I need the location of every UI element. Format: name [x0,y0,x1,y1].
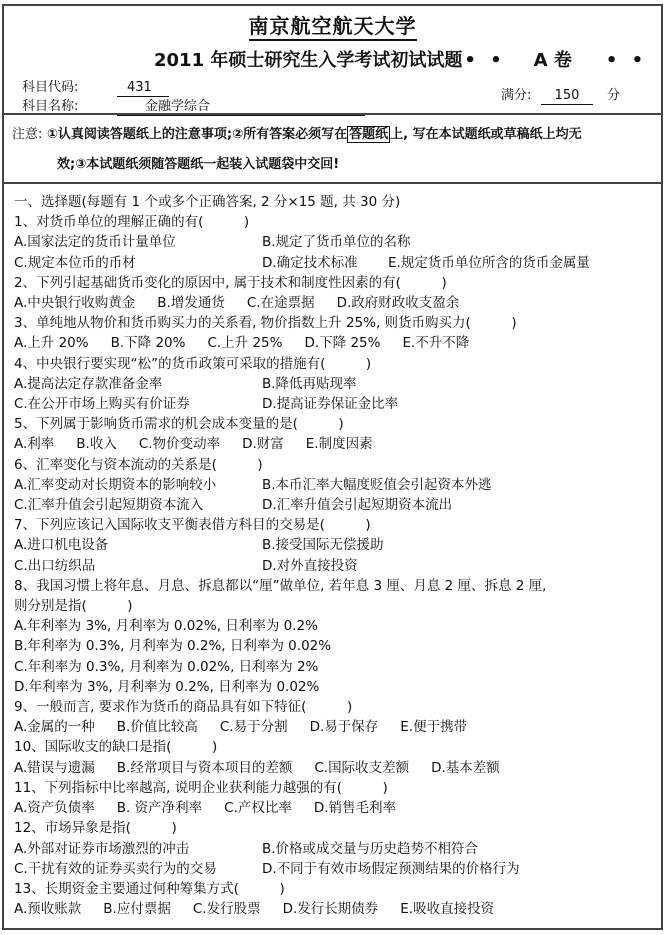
option-row [14,232,654,252]
option-c: C.在公开市场上购买有价证券 [14,396,190,413]
question-stem: 4、中央银行要实现“松”的货币政策可采取的措施有( ) [14,355,372,372]
question-11 [14,778,654,818]
option-d: D.财富 [242,436,284,453]
option-c: C.规定本位币的币材 [14,254,136,271]
option-a: A.国家法定的货币计量单位 [14,234,176,251]
option-c: C.在途票据 [246,295,315,312]
option-a: A.年利率为 3%, 月利率为 0.02%, 日利率为 0.2% [14,618,318,635]
option-d: D.提高证券保证金比率 [262,396,399,413]
option-row [14,293,654,313]
question-stem: 1、对货币单位的理解正确的有( ) [14,214,250,231]
option-d: D.对外直接投资 [262,557,358,574]
question-9 [14,697,654,737]
option-row [14,333,654,353]
option-row [14,839,654,859]
option-row [14,798,654,818]
option-row [14,717,654,737]
option-d: D.发行长期债券 [282,901,379,918]
option-e: E.制度因素 [305,436,373,453]
divider-bottom [4,182,661,184]
option-d: D.政府财政收支盈余 [336,295,460,312]
question-3 [14,313,654,353]
option-row [14,394,654,414]
dots-decoration: • • [464,50,506,71]
option-c: C.年利率为 0.3%, 月利率为 0.02%, 日利率为 2% [14,658,319,675]
exam-page [2,4,663,930]
option-b: B.价格或成交量与历史趋势不相符合 [262,840,479,857]
exam-title [154,46,647,72]
notice-boxed-text: 答题纸 [349,127,389,142]
option-a: A.金属的一种 [14,719,95,736]
question-12 [14,818,654,879]
option-c: C.干扰有效的证券买卖行为的交易 [14,860,217,877]
university-title [4,10,661,39]
university-name: 南京航空航天大学 [249,14,417,41]
option-d: D.不同于有效市场假定预测结果的价格行为 [262,860,520,877]
notice-text-b: 上, 写在本试题纸或草稿纸上均无 [390,127,582,142]
option-b: B.本币汇率大幅度贬值会引起资本外逃 [262,476,492,493]
question-stem-continued: 则分别是指( ) [14,598,133,615]
option-a: A.错误与遗漏 [14,759,95,776]
option-row [14,374,654,394]
option-c: C.产权比率 [224,800,292,817]
option-c: C.物价变动率 [138,436,221,453]
question-stem: 11、下列指标中比率越高, 说明企业获利能力越强的有( ) [14,779,388,796]
question-stem: 2、下列引起基础货币变化的原因中, 属于技术和制度性因素的有( ) [14,274,447,291]
option-b: B.经常项目与资本项目的差额 [116,759,293,776]
option-a: A.上升 20% [14,335,89,352]
option-c: C.上升 25% [207,335,283,352]
option-row [14,677,654,697]
option-e: E.规定货币单位所含的货币金属量 [388,254,590,271]
full-score-unit: 分 [607,88,621,103]
section-title: 一、选择题(每题有 1 个或多个正确答案, 2 分×15 题, 共 30 分) [14,194,401,210]
question-6 [14,455,654,516]
notice-block [12,120,652,180]
option-e: E.便于携带 [400,719,468,736]
option-b: B.规定了货币单位的名称 [262,234,411,251]
option-d: D.下降 25% [304,335,381,352]
subject-code-label: 科目代码: [22,80,79,95]
notice-text-a: ①认真阅读答题纸上的注意事项;②所有答案必须写在 [46,127,348,142]
question-13 [14,879,654,919]
question-10 [14,737,654,777]
subject-name-label: 科目名称: [22,99,79,114]
option-b: B.下降 20% [110,335,186,352]
option-e: E.不升不降 [402,335,470,352]
notice-line-1 [12,120,652,150]
option-b: B.年利率为 0.3%, 月利率为 0.2%, 日利率为 0.02% [14,638,332,655]
option-row [14,859,654,879]
option-c: C.国际收支差额 [314,759,410,776]
subject-code-row [22,76,169,97]
question-stem: 8、我国习惯上将年息、月息、拆息都以“厘”做单位, 若年息 3 厘、月息 2 厘、拆息 2 厘, [14,577,547,594]
option-c: C.出口纺织品 [14,557,96,574]
dots-decoration-right: • • [605,50,648,71]
question-stem: 7、下列应该记入国际收支平衡表借方科目的交易是( ) [14,517,371,534]
question-stem: 5、下列属于影响货币需求的机会成本变量的是( ) [14,416,344,433]
question-stem: 6、汇率变化与资本流动的关系是( ) [14,456,263,473]
question-stem: 10、国际收支的缺口是指( ) [14,739,218,756]
exam-title-text: 2011 年硕士研究生入学考试初试试题 [154,50,463,71]
question-5 [14,414,654,454]
subject-name-value: 金融学综合 [117,99,365,116]
option-d: D.基本差额 [431,759,500,776]
full-score-label: 满分: [501,88,532,103]
option-row [14,899,654,919]
option-a: A.汇率变动对长期资本的影响较小 [14,476,217,493]
question-2 [14,273,654,313]
option-b: B.接受国际无偿援助 [262,537,384,554]
option-a: A.中央银行收购黄金 [14,295,136,312]
question-stem: 13、长期资金主要通过何种筹集方式( ) [14,880,285,897]
question-4 [14,354,654,415]
option-a: A.利率 [14,436,55,453]
option-d: D.销售毛利率 [313,800,397,817]
option-c: C.汇率升值会引起短期资本流入 [14,497,204,514]
option-row [14,253,654,273]
option-row [14,657,654,677]
option-b: B.价值比较高 [116,719,198,736]
divider-top [4,113,661,115]
option-c: C.发行股票 [192,901,261,918]
subject-code-value: 431 [117,80,169,97]
option-a: A.提高法定存款准备金率 [14,375,163,392]
questions-body [14,192,654,919]
notice-label: 注意: [12,127,43,142]
option-row [14,434,654,454]
question-stem: 12、市场异象是指( ) [14,820,177,837]
option-a: A.资产负债率 [14,800,95,817]
option-a: A.进口机电设备 [14,537,109,554]
question-7 [14,515,654,576]
question-list [14,212,654,919]
option-d: D.确定技术标准 [262,254,358,271]
option-row [14,636,654,656]
option-b: B.应付票据 [103,901,171,918]
option-e: E.吸收直接投资 [400,901,495,918]
option-row [14,556,654,576]
option-a: A.预收账款 [14,901,82,918]
notice-line-2 [12,150,652,180]
option-row [14,758,654,778]
option-row [14,535,654,555]
paper-version: A 卷 [533,50,572,71]
option-row [14,616,654,636]
option-d: D.汇率升值会引起短期资本流出 [262,497,453,514]
option-b: B.降低再贴现率 [262,375,357,392]
notice-text-c: 效;③本试题纸须随答题纸一起装入试题袋中交回! [57,157,340,172]
option-row [14,495,654,515]
question-stem: 9、一般而言, 要求作为货币的商品具有如下特征( ) [14,699,353,716]
question-8 [14,576,654,697]
option-b: B.收入 [76,436,117,453]
option-row [14,475,654,495]
option-d: D.易于保存 [309,719,379,736]
question-stem: 3、单纯地从物价和货币购买力的关系看, 物价指数上升 25%, 则货币购买力( ) [14,315,517,332]
full-score-row [501,84,620,105]
option-d: D.年利率为 3%, 月利率为 0.2%, 日利率为 0.02% [14,678,320,695]
option-b: B. 资产净利率 [116,800,203,817]
question-1 [14,212,654,273]
full-score-value: 150 [541,88,593,105]
option-c: C.易于分割 [219,719,288,736]
option-a: A.外部对证券市场激烈的冲击 [14,840,190,857]
option-b: B.增发通货 [157,295,225,312]
